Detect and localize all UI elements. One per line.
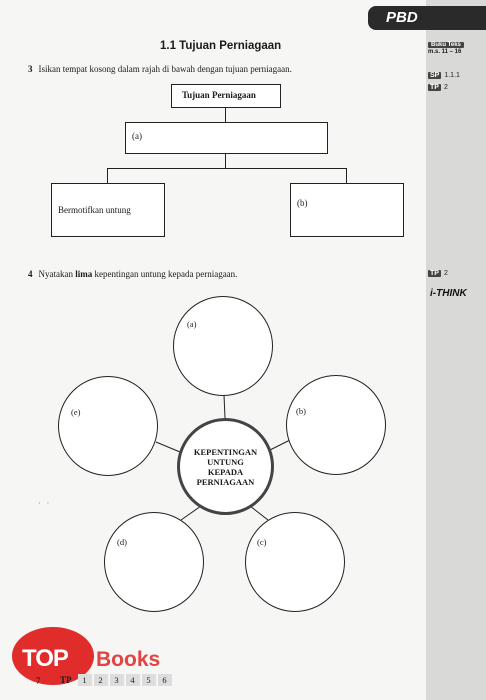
question-text-end: kepentingan untung kepada perniagaan.	[92, 269, 238, 279]
spoke-line-d	[181, 506, 201, 520]
question-text: Isikan tempat kosong dalam rajah di bawah dengan tujuan perniagaan.	[38, 64, 292, 74]
center-line: UNTUNG	[207, 456, 244, 467]
sp-badge: SP	[430, 72, 440, 79]
scan-mark: · ·	[38, 499, 52, 508]
tp-value: 2	[443, 84, 448, 91]
sp-value: 1.1.1	[444, 72, 460, 79]
circle-label-d: (d)	[117, 537, 127, 547]
buku-teks-ref	[428, 42, 464, 55]
circle-label-e: (e)	[71, 407, 81, 417]
answer-circle-d[interactable]	[104, 512, 204, 612]
circle-label-c: (c)	[257, 537, 267, 547]
tp-level-cell[interactable]: 1	[78, 674, 92, 686]
answer-circle-c[interactable]	[245, 512, 345, 612]
center-line: KEPENTINGAN	[193, 446, 258, 457]
answer-label-b: (b)	[297, 198, 308, 208]
question-text-bold: lima	[75, 269, 93, 279]
center-text	[194, 447, 257, 487]
tp-badge: TP	[430, 84, 439, 91]
question-number: 4	[28, 269, 33, 279]
tp-level-cell[interactable]: 5	[142, 674, 156, 686]
buku-teks-range: m.s. 11 – 16	[428, 49, 462, 55]
answer-circle-a[interactable]	[173, 296, 273, 396]
center-line: PERNIAGAAN	[196, 476, 255, 487]
question-number: 3	[28, 64, 33, 74]
answer-label-a: (a)	[132, 131, 142, 141]
spoke-line-a	[224, 395, 225, 418]
tp-tag-q3	[428, 84, 448, 91]
pbd-badge: PBD	[386, 9, 418, 26]
spoke-line-b	[270, 440, 290, 450]
center-line: KEPADA	[207, 466, 244, 477]
tp-level-cell[interactable]: 3	[110, 674, 124, 686]
diagram-top-label: Tujuan Perniagaan	[182, 90, 256, 100]
diagram-left-label: Bermotifkan untung	[58, 205, 131, 215]
ithink-label: i-THINK	[430, 288, 467, 299]
spoke-line-c	[250, 506, 268, 520]
question-text-start: Nyatakan	[38, 269, 76, 279]
tp-badge: TP	[430, 270, 439, 277]
page-number: 7	[36, 676, 41, 686]
tp-level-cell[interactable]: 6	[158, 674, 172, 686]
center-circle	[177, 418, 274, 515]
tp-level-cell[interactable]: 4	[126, 674, 140, 686]
logo-books-text: Books	[96, 648, 161, 671]
answer-circle-b[interactable]	[286, 375, 386, 475]
buku-teks-label: Buku Teks	[428, 42, 464, 48]
tp-level-row	[60, 674, 172, 686]
logo-top-text: TOP	[22, 645, 68, 672]
circle-label-a: (a)	[187, 319, 197, 329]
tp-level-cell[interactable]: 2	[94, 674, 108, 686]
tp-value: 2	[443, 270, 448, 277]
answer-circle-e[interactable]	[58, 376, 158, 476]
section-title: 1.1 Tujuan Perniagaan	[160, 40, 282, 52]
tp-level-label: TP	[60, 675, 72, 685]
sidebar-panel	[426, 0, 486, 700]
circle-label-b: (b)	[296, 406, 306, 416]
sp-tag	[428, 72, 460, 79]
spoke-line-e	[156, 442, 180, 452]
tp-tag-q4	[428, 270, 448, 277]
